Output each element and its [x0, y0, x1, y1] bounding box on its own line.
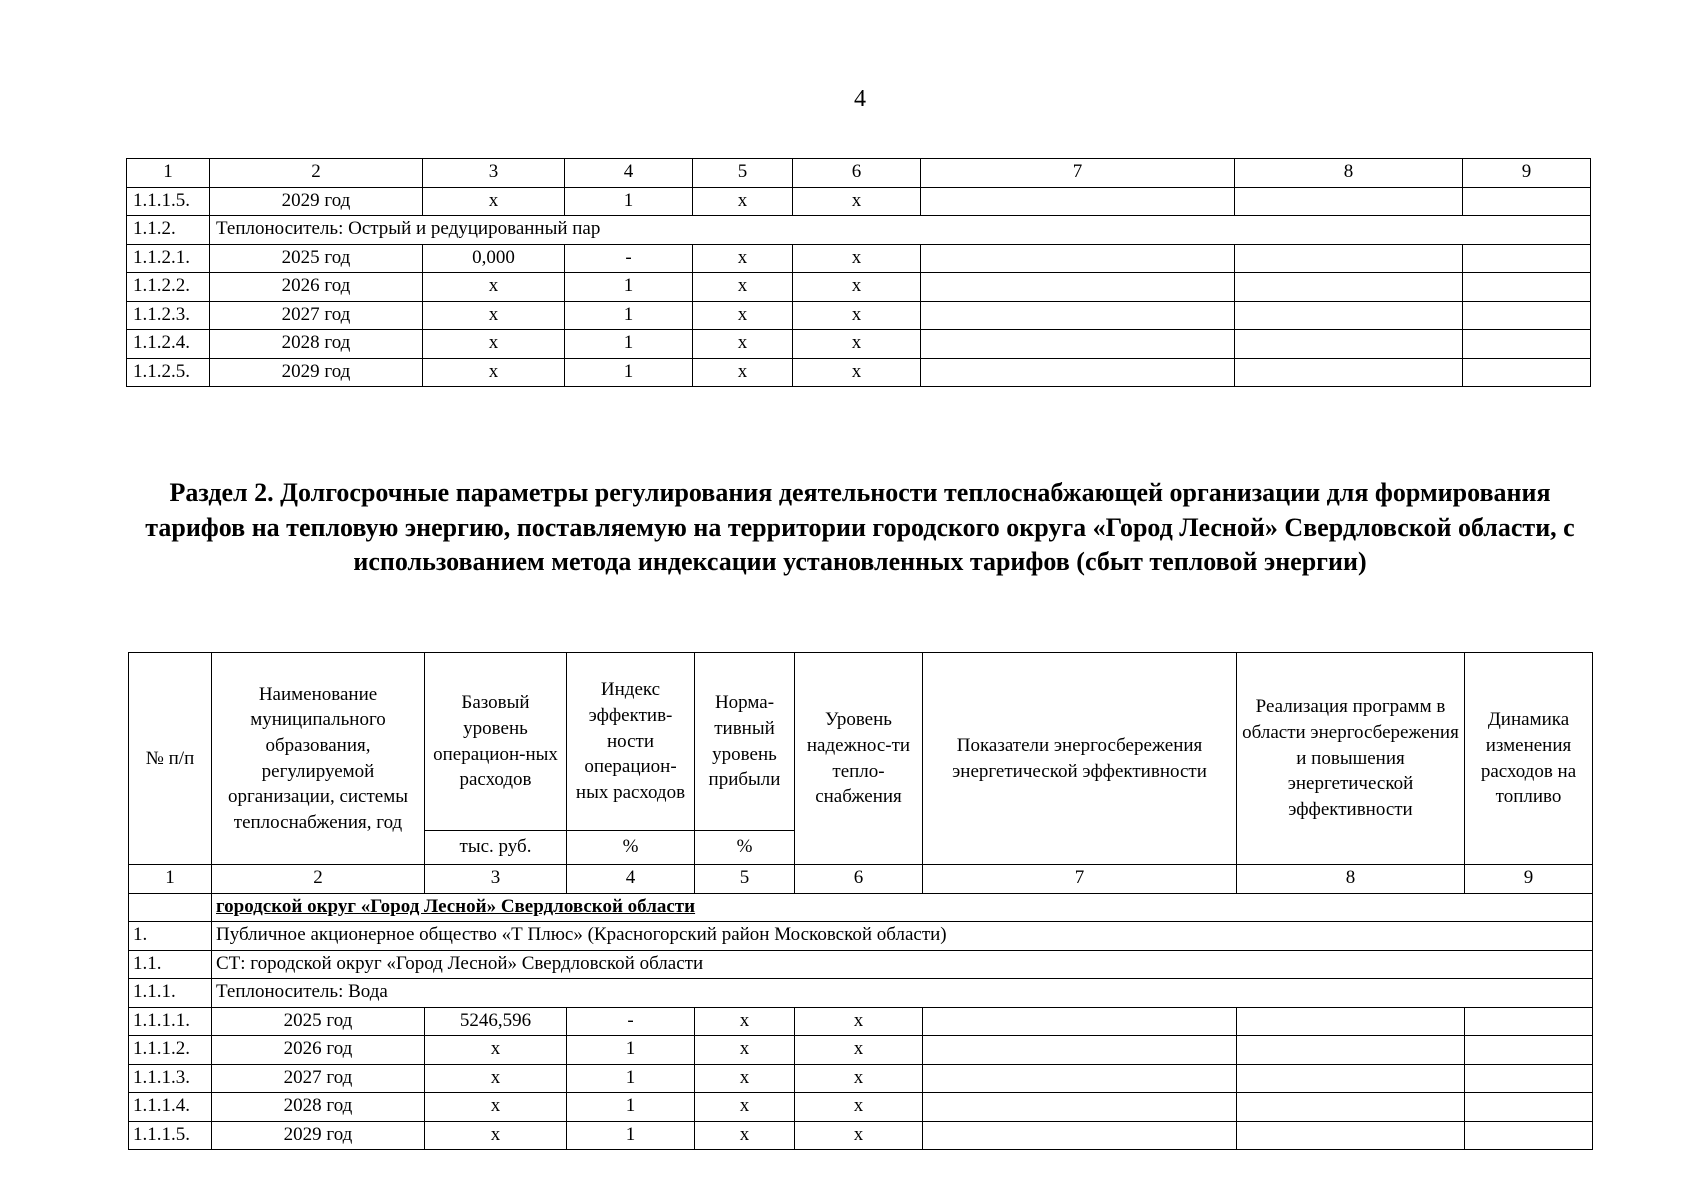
table-row	[129, 1093, 1593, 1122]
row-number-cell: 1.1.1.4.	[129, 1093, 212, 1122]
table-row	[127, 301, 1591, 330]
table-row	[129, 1121, 1593, 1150]
value-cell	[923, 1064, 1237, 1093]
table-row	[127, 358, 1591, 387]
value-cell: x	[793, 330, 921, 359]
year-cell: 2029 год	[212, 1121, 425, 1150]
value-cell	[1237, 1064, 1465, 1093]
value-cell	[1465, 1093, 1593, 1122]
value-cell	[1463, 301, 1591, 330]
value-cell: 1	[565, 358, 693, 387]
value-cell	[921, 273, 1235, 302]
year-cell: 2029 год	[210, 358, 423, 387]
value-cell: x	[423, 330, 565, 359]
value-cell: x	[423, 301, 565, 330]
value-cell	[1237, 1121, 1465, 1150]
table-row	[129, 1064, 1593, 1093]
row-number-cell: 1.1.2.1.	[127, 244, 210, 273]
year-cell: 2026 год	[212, 1036, 425, 1065]
value-cell	[921, 244, 1235, 273]
column-number-cell: 2	[212, 865, 425, 894]
row-number-cell: 1.1.1.2.	[129, 1036, 212, 1065]
column-number-cell: 7	[921, 159, 1235, 188]
column-number-cell: 1	[129, 865, 212, 894]
value-cell	[1463, 358, 1591, 387]
value-cell: x	[423, 273, 565, 302]
column-numbers-row	[127, 159, 1591, 188]
year-cell: 2027 год	[210, 301, 423, 330]
value-cell: 1	[565, 330, 693, 359]
year-cell: 2025 год	[212, 1007, 425, 1036]
value-cell	[1237, 1093, 1465, 1122]
value-cell: x	[793, 187, 921, 216]
column-number-cell: 2	[210, 159, 423, 188]
value-cell: x	[423, 358, 565, 387]
value-cell	[921, 301, 1235, 330]
row-number-cell: 1.1.2.5.	[127, 358, 210, 387]
row-number-cell: 1.1.	[129, 950, 212, 979]
value-cell	[1465, 1121, 1593, 1150]
table-row	[129, 1007, 1593, 1036]
table-row	[127, 273, 1591, 302]
value-cell	[1463, 187, 1591, 216]
value-cell: x	[795, 1007, 923, 1036]
group-row	[129, 950, 1593, 979]
column-number-cell: 3	[425, 865, 567, 894]
value-cell: 1	[567, 1093, 695, 1122]
unit-cell: %	[567, 831, 695, 865]
value-cell: 0,000	[423, 244, 565, 273]
year-cell: 2029 год	[210, 187, 423, 216]
value-cell	[921, 330, 1235, 359]
row-number-cell: 1.1.2.4.	[127, 330, 210, 359]
header-cell: Показатели энергосбережения энергетической эффективности	[923, 653, 1237, 865]
column-number-cell: 3	[423, 159, 565, 188]
table-continuation	[126, 158, 1591, 387]
year-cell: 2025 год	[210, 244, 423, 273]
value-cell: x	[425, 1064, 567, 1093]
parameters-table	[128, 652, 1593, 1150]
value-cell: x	[793, 301, 921, 330]
value-cell	[1465, 1036, 1593, 1065]
header-cell: Индекс эффектив-ности операцион-ных расходов	[567, 653, 695, 831]
group-label-cell: Теплоноситель: Вода	[212, 979, 1593, 1008]
value-cell: x	[425, 1121, 567, 1150]
value-cell	[921, 187, 1235, 216]
group-row	[129, 979, 1593, 1008]
column-number-cell: 6	[793, 159, 921, 188]
column-number-cell: 7	[923, 865, 1237, 894]
column-number-cell: 5	[693, 159, 793, 188]
value-cell: x	[793, 273, 921, 302]
value-cell: x	[693, 330, 793, 359]
header-cell: Базовый уровень операцион-ных расходов	[425, 653, 567, 831]
table-row	[127, 244, 1591, 273]
row-number-cell: 1.1.2.	[127, 216, 210, 245]
header-cell: № п/п	[129, 653, 212, 865]
header-cell: Наименование муниципального образования, регулируемой организации, системы теплоснабжения, год	[212, 653, 425, 865]
value-cell: 1	[567, 1064, 695, 1093]
row-number-cell: 1.1.1.1.	[129, 1007, 212, 1036]
column-number-cell: 8	[1237, 865, 1465, 894]
value-cell	[1463, 244, 1591, 273]
value-cell: x	[693, 301, 793, 330]
section-title: Раздел 2. Долгосрочные параметры регулирования деятельности теплоснабжающей организации для формирования тарифов на тепловую энергию, поставляемую на территории городского округа «Город Лесной» Свердловской области, с использованием метода индексации установленных тарифов (сбыт тепловой энергии)	[145, 478, 1575, 577]
value-cell	[1235, 244, 1463, 273]
value-cell: x	[695, 1007, 795, 1036]
column-number-cell: 4	[567, 865, 695, 894]
value-cell	[1235, 273, 1463, 302]
value-cell: -	[565, 244, 693, 273]
value-cell	[921, 358, 1235, 387]
header-cell: Реализация программ в области энергосбережения и повышения энергетической эффективности	[1237, 653, 1465, 865]
value-cell: x	[695, 1121, 795, 1150]
year-cell: 2026 год	[210, 273, 423, 302]
row-number-cell: 1.	[129, 922, 212, 951]
municipality-row	[129, 893, 1593, 922]
value-cell	[1463, 330, 1591, 359]
group-label-cell: Публичное акционерное общество «Т Плюс» (Красногорский район Московской области)	[212, 922, 1593, 951]
year-cell: 2028 год	[210, 330, 423, 359]
value-cell: 1	[567, 1036, 695, 1065]
column-number-cell: 1	[127, 159, 210, 188]
value-cell: x	[695, 1093, 795, 1122]
row-number-cell: 1.1.1.	[129, 979, 212, 1008]
column-number-cell: 5	[695, 865, 795, 894]
empty-cell	[129, 893, 212, 922]
value-cell	[1237, 1007, 1465, 1036]
column-number-cell: 6	[795, 865, 923, 894]
value-cell: 5246,596	[425, 1007, 567, 1036]
row-number-cell: 1.1.2.2.	[127, 273, 210, 302]
header-cell: Норма-тивный уровень прибыли	[695, 653, 795, 831]
year-cell: 2028 год	[212, 1093, 425, 1122]
group-label-cell: Теплоноситель: Острый и редуцированный пар	[210, 216, 1591, 245]
value-cell: x	[693, 358, 793, 387]
value-cell: x	[693, 273, 793, 302]
column-numbers-row	[129, 865, 1593, 894]
value-cell: x	[695, 1064, 795, 1093]
page-number: 4	[854, 86, 866, 112]
header-cell: Уровень надежнос-ти тепло-снабжения	[795, 653, 923, 865]
column-number-cell: 9	[1465, 865, 1593, 894]
value-cell: x	[693, 244, 793, 273]
value-cell: x	[423, 187, 565, 216]
value-cell: x	[793, 358, 921, 387]
column-number-cell: 9	[1463, 159, 1591, 188]
value-cell: -	[567, 1007, 695, 1036]
table-row	[127, 330, 1591, 359]
value-cell	[1237, 1036, 1465, 1065]
value-cell	[1235, 187, 1463, 216]
value-cell	[1465, 1064, 1593, 1093]
value-cell: x	[795, 1036, 923, 1065]
value-cell: x	[795, 1121, 923, 1150]
value-cell: 1	[565, 187, 693, 216]
row-number-cell: 1.1.1.3.	[129, 1064, 212, 1093]
value-cell: x	[425, 1036, 567, 1065]
value-cell	[1235, 358, 1463, 387]
unit-cell: %	[695, 831, 795, 865]
value-cell	[923, 1121, 1237, 1150]
value-cell: x	[795, 1093, 923, 1122]
value-cell	[1235, 330, 1463, 359]
value-cell	[1463, 273, 1591, 302]
value-cell	[1465, 1007, 1593, 1036]
value-cell: 1	[565, 301, 693, 330]
municipality-cell	[212, 893, 1593, 922]
group-row	[129, 922, 1593, 951]
table-row	[129, 1036, 1593, 1065]
column-number-cell: 8	[1235, 159, 1463, 188]
value-cell: x	[425, 1093, 567, 1122]
value-cell: 1	[567, 1121, 695, 1150]
group-label-cell: СТ: городской округ «Город Лесной» Свердловской области	[212, 950, 1593, 979]
value-cell: x	[793, 244, 921, 273]
column-number-cell: 4	[565, 159, 693, 188]
value-cell: x	[795, 1064, 923, 1093]
row-number-cell: 1.1.1.5.	[127, 187, 210, 216]
group-row	[127, 216, 1591, 245]
value-cell: x	[695, 1036, 795, 1065]
table-row	[127, 187, 1591, 216]
header-row	[129, 653, 1593, 831]
municipality-name: городской округ «Город Лесной» Свердловской области	[216, 895, 696, 917]
value-cell	[923, 1007, 1237, 1036]
value-cell	[1235, 301, 1463, 330]
value-cell: x	[693, 187, 793, 216]
value-cell	[923, 1036, 1237, 1065]
row-number-cell: 1.1.1.5.	[129, 1121, 212, 1150]
value-cell	[923, 1093, 1237, 1122]
row-number-cell: 1.1.2.3.	[127, 301, 210, 330]
year-cell: 2027 год	[212, 1064, 425, 1093]
unit-cell: тыс. руб.	[425, 831, 567, 865]
header-cell: Динамика изменения расходов на топливо	[1465, 653, 1593, 865]
value-cell: 1	[565, 273, 693, 302]
